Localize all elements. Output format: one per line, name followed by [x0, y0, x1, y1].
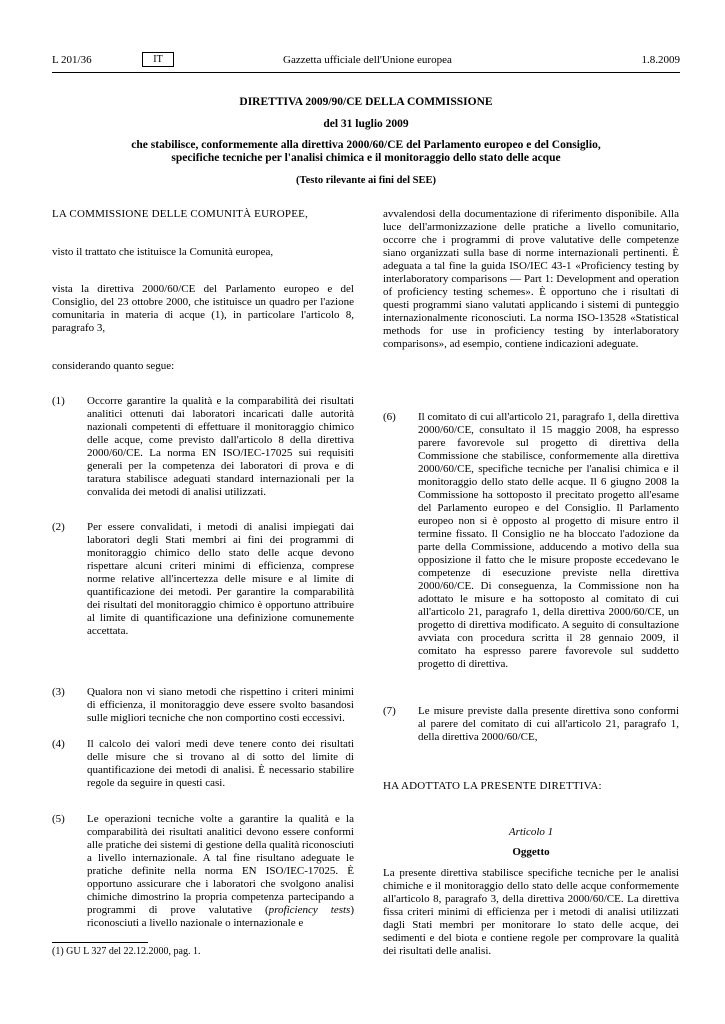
recital-number: (3): [52, 686, 65, 698]
article-number: Articolo 1: [508, 826, 554, 838]
recital-text: Il comitato di cui all'articolo 21, paragrafo 1, della direttiva 2000/60/CE, consultato il 15 maggio 2008, ha espresso parere favorevole sul progetto di direttiva della Commissione che stabilisce, conformemente alla direttiva 2000/60/CE, specifiche tecniche per l'analisi chimica e il monitoraggio dello stato delle acque. Il 6 giugno 2008 la Commissione ha sottoposto il precitato progetto all'esame del Parlamento europeo e del Consiglio. Il Parlamento europeo non si è opposto al progetto di misure entro il termine fissato. Il Consiglio ne ha bloccato l'adozione da parte della Commissione, adducendo a motivo della sua opposizione il fatto che le misure proposte eccedevano le competenze di esecuzione previste nella direttiva 2000/60/CE. Di conseguenza, la Commissione non ha adottato le misure e ha sottoposto al comitato di cui all'articolo 21, paragrafo 1, della direttiva 2000/60/CE, un progetto di direttiva modificato. A seguito di consultazione avviata con procedura scritta il 28 gennaio 2009, il comitato ha espresso parere favorevole sul suddetto progetto di direttiva.: [418, 411, 679, 670]
recital-7: [383, 705, 679, 744]
header-rule: [52, 72, 680, 73]
directive-title: DIRETTIVA 2009/90/CE DELLA COMMISSIONE: [239, 96, 493, 108]
directive-citation: vista la direttiva 2000/60/CE del Parlamento europeo e del Consiglio, del 23 ottobre 2000, che istituisce un quadro per l'azione comunitaria in materia di acque (1), in particolare l'articolo 8, paragrafo 3,: [52, 283, 354, 334]
publication-date: 1.8.2009: [641, 54, 680, 66]
recital-number: (5): [52, 813, 65, 825]
directive-date: del 31 luglio 2009: [323, 118, 409, 130]
recital-text: Le misure previste dalla presente direttiva sono conformi al parere del comitato di cui all'articolo 21, paragrafo 1, della direttiva 2000/60/CE,: [418, 705, 679, 743]
recital-text-italic: proficiency tests: [268, 904, 351, 916]
journal-name: Gazzetta ufficiale dell'Unione europea: [283, 54, 452, 66]
language-code-box: IT: [142, 52, 174, 67]
recital-text: Il calcolo dei valori medi deve tenere conto dei risultati delle misure che si trovano al di sotto del limite di quantificazione dei metodi di analisi. È necessario stabilire regole da seguire in questi casi.: [87, 738, 354, 789]
recital-number: (7): [383, 705, 396, 717]
recital-5-continuation: avvalendosi della documentazione di riferimento disponibile. Alla luce dell'armonizzazione delle pratiche a livello comunitario, occorre che i programmi di prove valutative delle competenze siano organizzati sulla base di norme internazionali pertinenti. È adeguata a tal fine la guida ISO/IEC 43-1 «Proficiency testing by interlaboratory comparisons — Part 1: Development and operation of proficiency testing schemes». È opportuno che i risultati di questi programmi siano valutati applicando i sistemi di punteggio internazionalmente riconosciuti. La norma ISO-13528 «Statistical methods for use in proficiency testing by interlaboratory comparisons», ad esempio, contiene indicazioni adeguate.: [383, 208, 679, 350]
recital-number: (1): [52, 395, 65, 407]
footnote-rule: [52, 942, 148, 943]
page-reference: L 201/36: [52, 54, 92, 66]
recital-text: Occorre garantire la qualità e la comparabilità dei risultati analitici ottenuti dai laboratori incaricati dalle autorità nazionali competenti di effettuare il monitoraggio chimico delle acque, come previsto dall'articolo 8 della direttiva 2000/60/CE. La norma EN ISO/IEC-17025 sui requisiti generali per la competenza dei laboratori di prova e di taratura stabilisce adeguati standard internazionali per la convalida dei metodi di analisi utilizzati.: [87, 395, 354, 498]
directive-subject-line-1: che stabilisce, conformemente alla direttiva 2000/60/CE del Parlamento europeo e del Consiglio,: [131, 139, 601, 151]
treaty-citation: visto il trattato che istituisce la Comunità europea,: [52, 246, 274, 258]
footnote: (1) GU L 327 del 22.12.2000, pag. 1.: [52, 946, 201, 957]
eea-relevance-note: (Testo rilevante ai fini del SEE): [296, 175, 436, 186]
considering-intro: considerando quanto segue:: [52, 360, 175, 372]
article-title: Oggetto: [512, 846, 550, 858]
recital-2: [52, 521, 354, 638]
recital-text-part: Le operazioni tecniche volte a garantire la qualità e la comparabilità dei risultati analitici devono essere conformi alle pratiche dei sistemi di gestione della qualità riconosciuti a livello internazionale. A tal fine risultano adeguate le pratiche definite nella norma EN ISO/IEC-17025. È opportuno assicurare che i laboratori che svolgono analisi chimiche dimostrino la propria competenza partecipando a programmi di prove valutative (: [87, 813, 354, 916]
commission-heading: LA COMMISSIONE DELLE COMUNITÀ EUROPEE,: [52, 208, 309, 220]
running-header: [52, 52, 680, 70]
recital-text: [87, 813, 354, 930]
recital-text: Qualora non vi siano metodi che rispettino i criteri minimi di efficienza, il monitoraggio deve essere svolto basandosi sulle migliori tecniche che non comportino costi eccessivi.: [87, 686, 354, 724]
recital-1: [52, 395, 354, 499]
recital-number: (4): [52, 738, 65, 750]
directive-subject-line-2: specifiche tecniche per l'analisi chimica e il monitoraggio dello stato delle acque: [171, 152, 561, 164]
recital-6: [383, 411, 679, 671]
recital-3: [52, 686, 354, 725]
recital-number: (2): [52, 521, 65, 533]
recital-5: [52, 813, 354, 930]
recital-number: (6): [383, 411, 396, 423]
recital-text: Per essere convalidati, i metodi di analisi impiegati dai laboratori degli Stati membri ai fini dei programmi di monitoraggio chimico dello stato delle acque devono rispettare alcuni criteri minimi di efficienza, comprese norme relative all'incertezza delle misure e al limite di quantificazione dei metodi. Per garantire la comparabilità dei risultati del monitoraggio chimico è opportuno attribuire al limite di quantificazione una definizione comunemente accettata.: [87, 521, 354, 637]
recital-4: [52, 738, 354, 790]
recital-text-part: ) riconosciuti a livello nazionale o internazionale e: [87, 904, 354, 929]
article-text: La presente direttiva stabilisce specifiche tecniche per le analisi chimiche e il monitoraggio dello stato delle acque conformemente all'articolo 8, paragrafo 3, della direttiva 2000/60/CE. La direttiva fissa criteri minimi di efficienza per i metodi di analisi utilizzati dagli Stati membri per monitorare lo stato delle acque, dei sedimenti e del biota e contiene regole per comprovare la qualità dei risultati delle analisi.: [383, 867, 679, 957]
adoption-formula: HA ADOTTATO LA PRESENTE DIRETTIVA:: [383, 780, 602, 792]
